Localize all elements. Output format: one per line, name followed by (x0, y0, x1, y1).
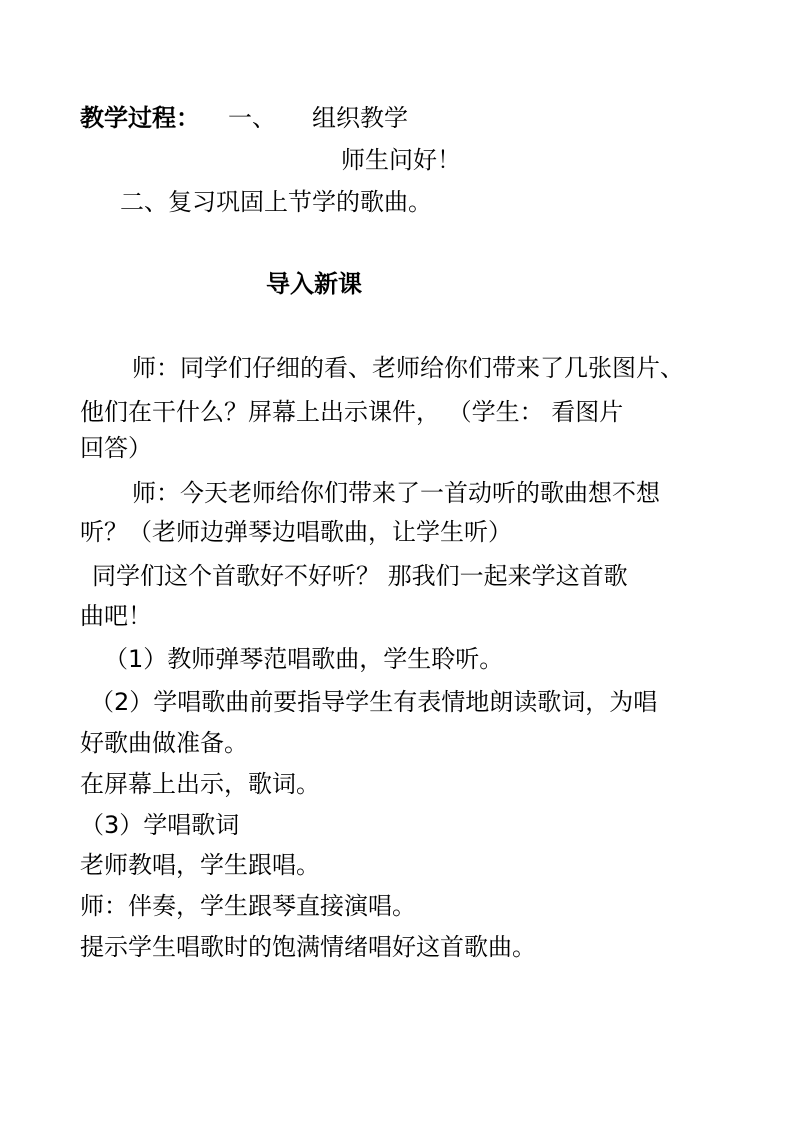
paragraph-1-line-2: 他们在干什么？屏幕上出示课件， （学生： 看图片 (80, 398, 624, 426)
paragraph-3-line-2: 曲吧！ (80, 602, 152, 630)
show-lyrics-line: 在屏幕上出示，歌词。 (80, 770, 320, 798)
section-title: 导入新课 (266, 270, 362, 298)
step2-line: 二、复习巩固上节学的歌曲。 (120, 188, 432, 216)
paragraph-1-line-3: 回答） (80, 434, 152, 462)
paragraph-2-line-2: 听？（老师边弹琴边唱歌曲，让学生听） (80, 518, 512, 546)
paragraph-3-line-1: 同学们这个首歌好不好听？ 那我们一起来学这首歌 (92, 562, 628, 590)
greeting-line: 师生问好！ (341, 146, 461, 174)
process-heading (80, 102, 408, 134)
paragraph-1-line-1: 师：同学们仔细的看、老师给你们带来了几张图片、 (132, 354, 684, 382)
step1-title: 组织教学 (312, 104, 408, 132)
reminder-line: 提示学生唱歌时的饱满情绪唱好这首歌曲。 (80, 933, 536, 961)
process-label: 教学过程： (80, 104, 200, 132)
list-item-2-line-2: 好歌曲做准备。 (80, 729, 248, 757)
list-item-3: （3）学唱歌词 (80, 811, 240, 839)
list-item-1: （1）教师弹琴范唱歌曲，学生聆听。 (104, 645, 504, 673)
step1-number: 一、 (228, 104, 276, 132)
accompany-line: 师：伴奏，学生跟琴直接演唱。 (80, 892, 416, 920)
paragraph-2-line-1: 师：今天老师给你们带来了一首动听的歌曲想不想 (132, 479, 660, 507)
list-item-2-line-1: （2）学唱歌曲前要指导学生有表情地朗读歌词，为唱 (90, 688, 658, 716)
teacher-lead-line: 老师教唱，学生跟唱。 (80, 851, 320, 879)
